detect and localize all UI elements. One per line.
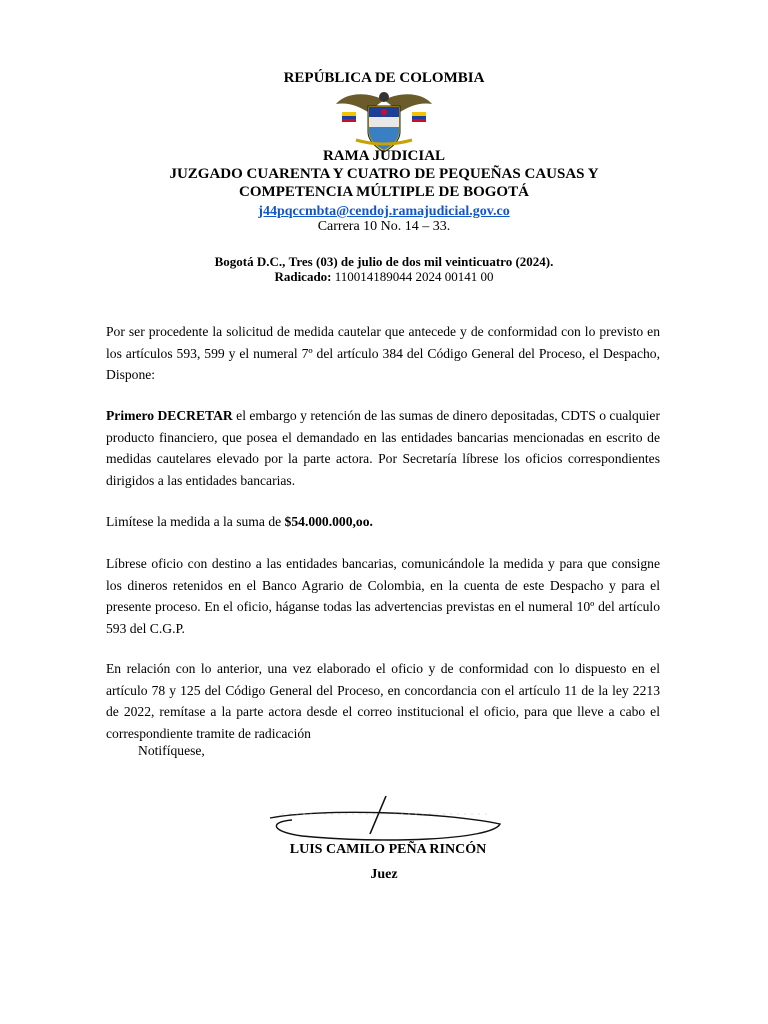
paragraph-intro-text: Por ser procedente la solicitud de medida cautelar que antecede y de conformidad con lo previsto en los artículos 593, 599 y el numeral 7º del artículo 384 del Código General del Proceso, el Despacho, Dispone: [106,324,660,382]
oficio-text: Líbrese oficio con destino a las entidades bancarias, comunicándole la medida y para que consigne los dineros retenidos en el Banco Agrario de Colombia, en la cuenta de este Despacho y para el presente proceso. En el oficio, háganse todas las advertencias previstas en el numeral 10º del artículo 593 del C.G.P. [106,556,660,636]
paragraph-decree [106,405,660,491]
radicado-value: 110014189044 2024 00141 00 [334,269,494,284]
decree-text: el embargo y retención de las sumas de dinero depositadas, CDTS o cualquier producto financiero, que posea el demandado en las entidades bancarias mencionadas en escrito de medidas cautelares elevado por la parte actora. Por Secretaría líbrese los oficios correspondientes dirigidos a las entidades bancarias. [106,408,660,488]
court-address: Carrera 10 No. 14 – 33. [317,219,451,234]
decree-heading: Primero DECRETAR [106,408,233,423]
country-heading: REPÚBLICA DE COLOMBIA [283,70,485,86]
paragraph-remission [106,658,660,744]
date-text: Tres (03) de julio de dos mil veinticuatro (2024). [288,254,554,269]
city-label: Bogotá D.C., [214,254,286,269]
court-name-line2: COMPETENCIA MÚLTIPLE DE BOGOTÁ [239,184,529,200]
remission-text: En relación con lo anterior, una vez elaborado el oficio y de conformidad con lo dispuesto en el artículo 78 y 125 del Código General del Proceso, en concordancia con el artículo 11 de la ley 2213 de 2022, remítase a la parte actora desde el correo institucional el oficio, para que lleve a cabo el correspondiente tramite de radicación [106,661,660,741]
judge-name: LUIS CAMILO PEÑA RINCÓN [289,842,487,857]
paragraph-limit [106,511,660,533]
court-name-line1: JUZGADO CUARENTA Y CUATRO DE PEQUEÑAS CAUSAS Y [169,166,599,182]
handwritten-signature [262,790,512,850]
closing-notifiquese: Notifíquese, [138,743,205,758]
radicado-line [0,269,768,285]
radicado-label: Radicado: [274,269,332,284]
branch-heading: RAMA JUDICIAL [322,148,446,164]
court-email-link[interactable]: j44pqccmbta@cendoj.ramajudicial.gov.co [258,204,510,219]
limit-amount: $54.000.000,oo. [284,514,373,529]
date-line [0,254,768,270]
limit-text: Limítese la medida a la suma de [106,514,285,529]
paragraph-oficio [106,553,660,639]
paragraph-intro [106,321,660,386]
judge-title: Juez [370,867,398,882]
coat-of-arms-icon [334,88,434,154]
